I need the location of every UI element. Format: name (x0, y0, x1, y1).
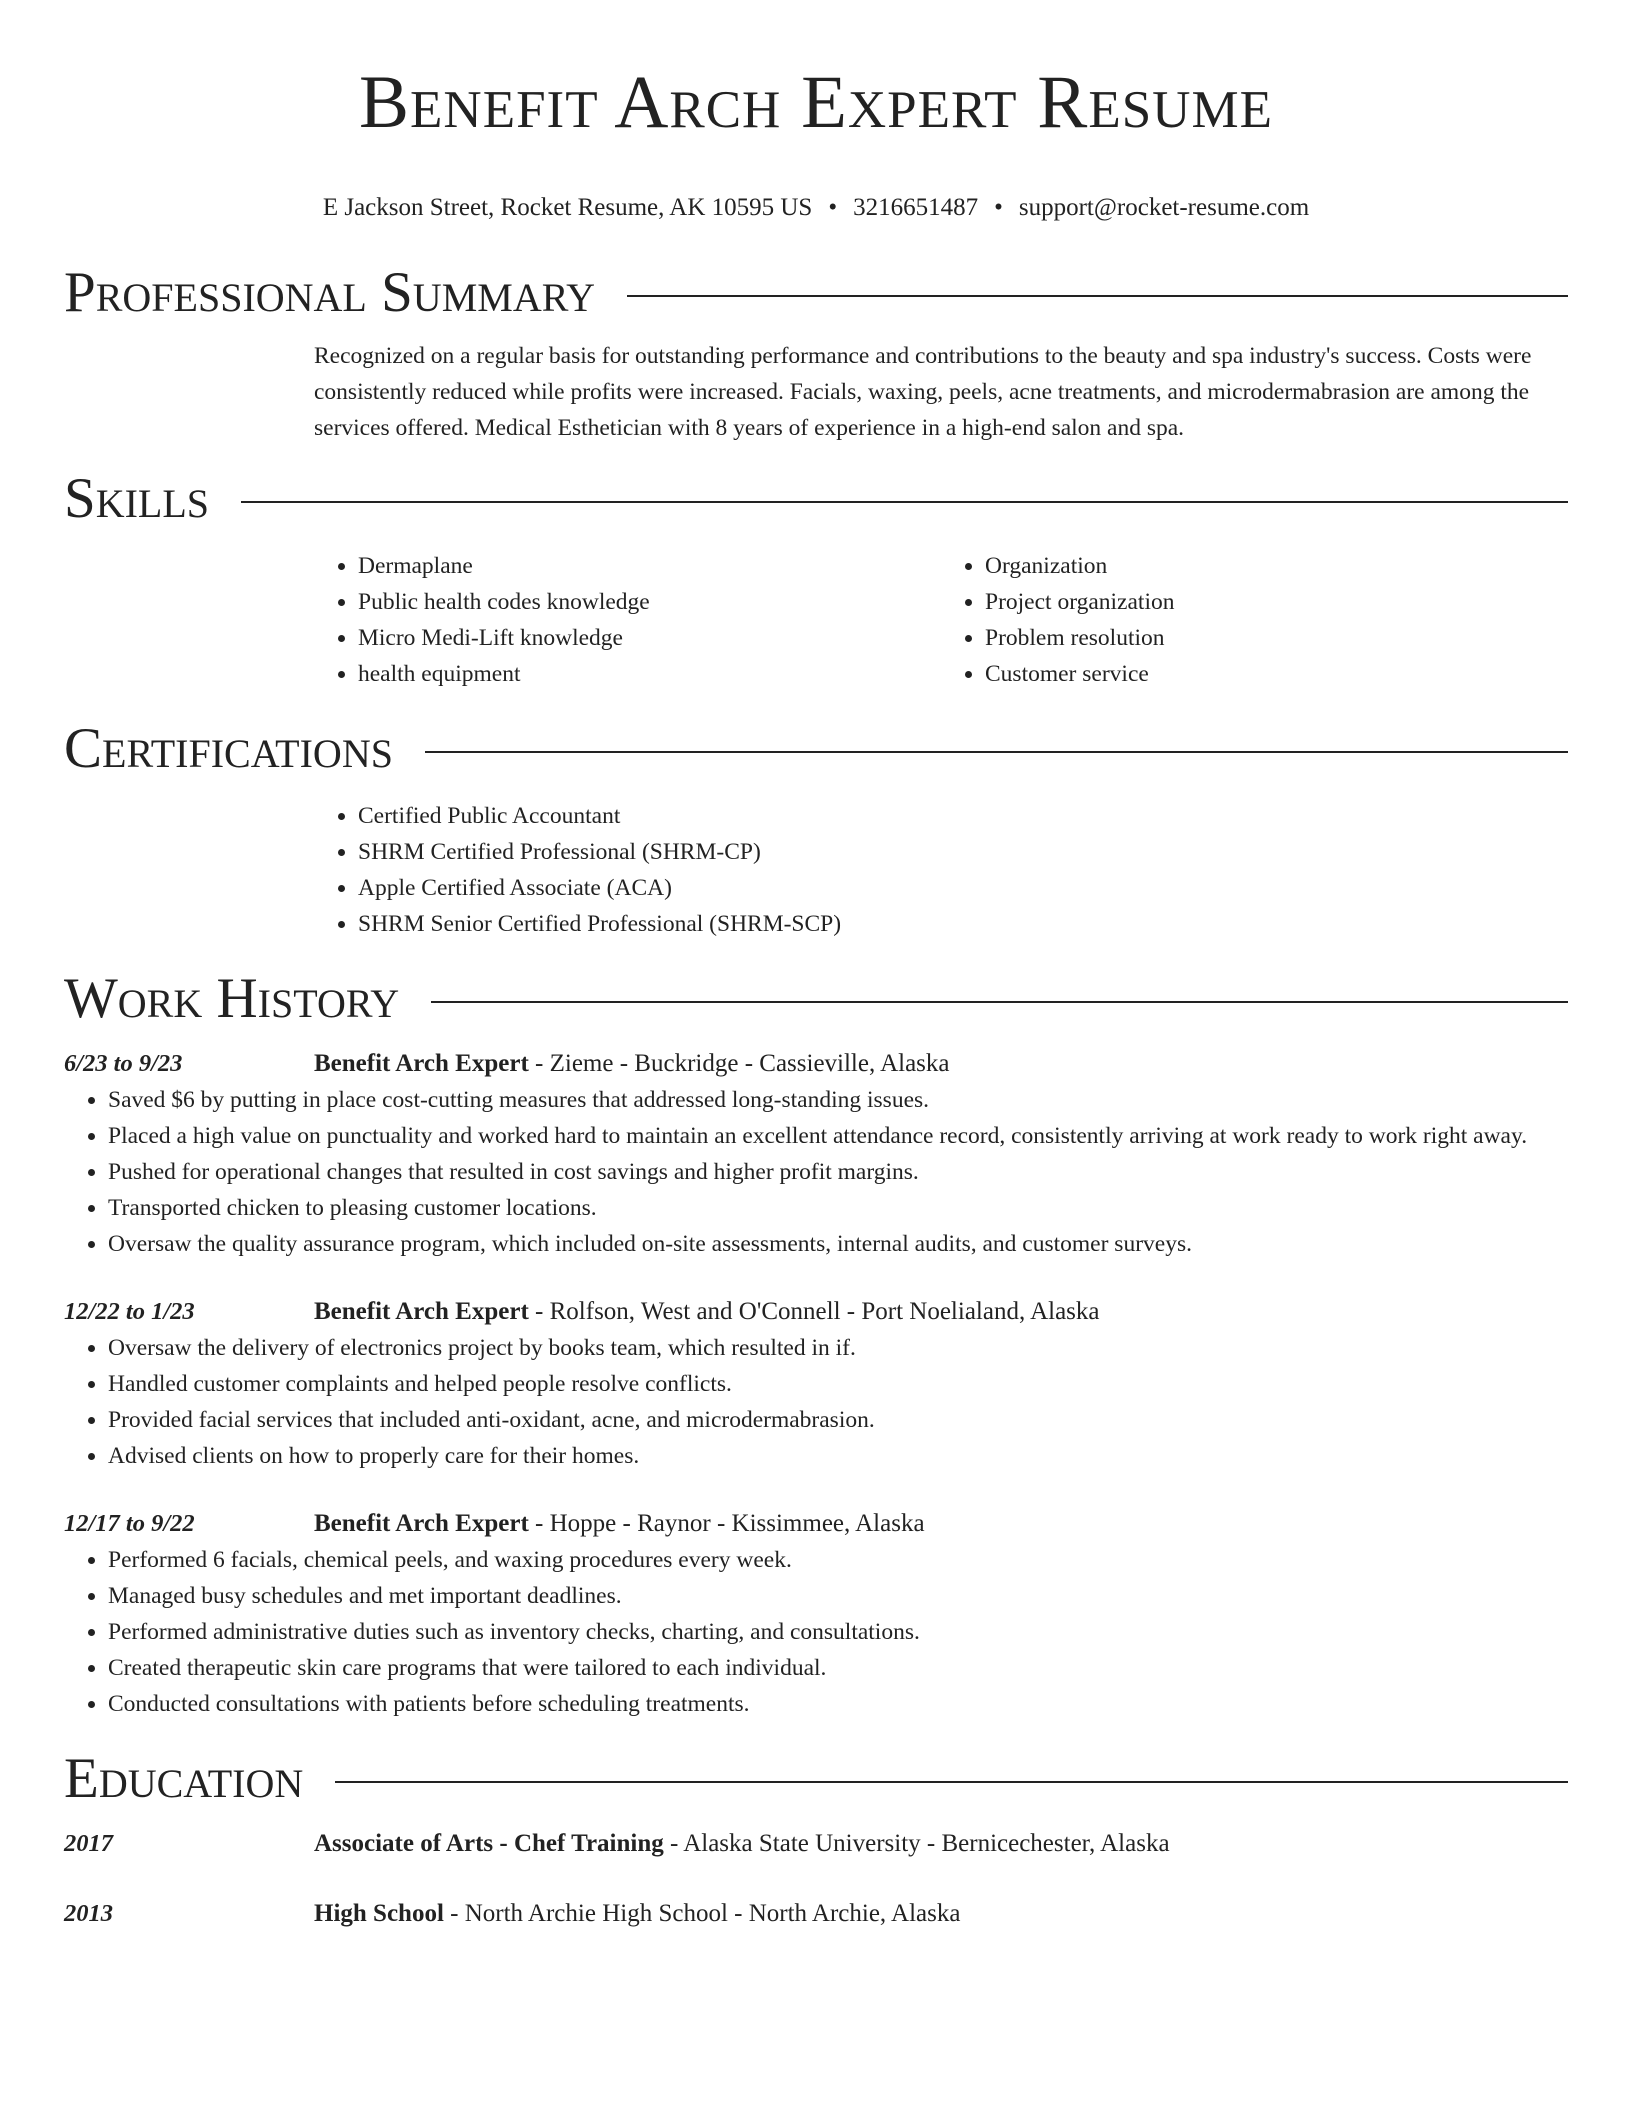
section-divider (241, 501, 1568, 503)
job-bullet: • Conducted consultations with patients before scheduling treatments. (108, 1686, 1568, 1722)
job-bullet: • Transported chicken to pleasing customer locations. (108, 1190, 1568, 1226)
skill-item: • Dermaplane (358, 548, 941, 584)
section-divider (431, 1001, 1568, 1003)
work-title: Work History (64, 967, 400, 1030)
skill-item: • health equipment (358, 656, 941, 692)
job-entry (64, 1506, 1568, 1722)
work-section-header (64, 964, 1568, 1034)
education-entry (64, 1826, 1568, 1862)
job-bullets (64, 1330, 1568, 1474)
certifications-list (314, 798, 1568, 942)
contact-separator: • (994, 194, 1003, 221)
education-heading (314, 1896, 960, 1932)
job-role: Benefit Arch Expert (314, 1510, 529, 1537)
summary-title: Professional Summary (64, 261, 596, 324)
certification-item: • SHRM Senior Certified Professional (SHRM-SCP) (358, 906, 1568, 942)
job-bullets (64, 1082, 1568, 1262)
job-bullet: • Placed a high value on punctuality and worked hard to maintain an excellent attendance record, consistently arriving at work ready to work right away. (108, 1118, 1568, 1154)
contact-phone: 3216651487 (853, 194, 979, 221)
job-bullet: • Handled customer complaints and helped people resolve conflicts. (108, 1366, 1568, 1402)
contact-line (64, 192, 1568, 224)
job-bullet: • Performed 6 facials, chemical peels, and waxing procedures every week. (108, 1542, 1568, 1578)
education-degree: High School (314, 1900, 444, 1927)
education-title: Education (64, 1747, 304, 1810)
skill-item: • Micro Medi-Lift knowledge (358, 620, 941, 656)
job-bullet: • Provided facial services that included anti-oxidant, acne, and microdermabrasion. (108, 1402, 1568, 1438)
education-year: 2013 (64, 1900, 113, 1927)
certification-item: • Apple Certified Associate (ACA) (358, 870, 1568, 906)
job-details: - Hoppe - Raynor - Kissimmee, Alaska (528, 1510, 925, 1537)
education-year: 2017 (64, 1830, 113, 1857)
section-divider (425, 751, 1568, 753)
section-divider (627, 295, 1568, 297)
skills-column-left (314, 548, 941, 692)
skill-item: • Problem resolution (985, 620, 1568, 656)
job-bullet: • Saved $6 by putting in place cost-cutting measures that addressed long-standing issues. (108, 1082, 1568, 1118)
job-bullet: • Oversaw the delivery of electronics project by books team, which resulted in if. (108, 1330, 1568, 1366)
skills-section-header (64, 464, 1568, 534)
job-dates: 12/17 to 9/22 (64, 1510, 195, 1537)
job-bullet: • Oversaw the quality assurance program, which included on-site assessments, internal audits, and customer surveys. (108, 1226, 1568, 1262)
skill-item: • Customer service (985, 656, 1568, 692)
skills-title: Skills (64, 467, 210, 530)
certifications-title: Certifications (64, 717, 393, 780)
education-heading (314, 1826, 1170, 1862)
summary-body (314, 338, 1568, 446)
certifications-section-header (64, 714, 1568, 784)
skills-column-right (941, 548, 1568, 692)
skill-item: • Project organization (985, 584, 1568, 620)
summary-section-header (64, 258, 1568, 328)
job-bullet: • Pushed for operational changes that resulted in cost savings and higher profit margins. (108, 1154, 1568, 1190)
education-details: - North Archie High School - North Archie, Alaska (443, 1900, 961, 1927)
skills-list (314, 548, 1568, 692)
job-heading (314, 1506, 925, 1542)
certification-item: • Certified Public Accountant (358, 798, 1568, 834)
contact-email: support@rocket-resume.com (1018, 194, 1310, 221)
education-section-header (64, 1744, 1568, 1814)
job-details: - Rolfson, West and O'Connell - Port Noelialand, Alaska (528, 1298, 1100, 1325)
job-dates: 6/23 to 9/23 (64, 1050, 183, 1077)
summary-text: Recognized on a regular basis for outstanding performance and contributions to the beauty and spa industry's success. Costs were consistently reduced while profits were increased. Facials, waxing, peels, acne treatments, and microdermabrasion are among the services offered. Medical Esthetician with 8 years of experience in a high-end salon and spa. (314, 343, 1532, 441)
certification-item: • SHRM Certified Professional (SHRM-CP) (358, 834, 1568, 870)
job-bullets (64, 1542, 1568, 1722)
job-role: Benefit Arch Expert (314, 1050, 529, 1077)
job-bullet: • Created therapeutic skin care programs that were tailored to each individual. (108, 1650, 1568, 1686)
education-details: - Alaska State University - Bernicechester, Alaska (663, 1830, 1170, 1857)
job-heading (314, 1294, 1100, 1330)
resume-name: Benefit Arch Expert Resume (359, 61, 1273, 144)
job-details: - Zieme - Buckridge - Cassieville, Alaska (528, 1050, 950, 1077)
skill-item: • Organization (985, 548, 1568, 584)
job-bullet: • Advised clients on how to properly care for their homes. (108, 1438, 1568, 1474)
skill-item: • Public health codes knowledge (358, 584, 941, 620)
job-heading (314, 1046, 950, 1082)
contact-address: E Jackson Street, Rocket Resume, AK 10595 US (322, 194, 813, 221)
section-divider (335, 1781, 1568, 1783)
job-role: Benefit Arch Expert (314, 1298, 529, 1325)
job-entry (64, 1046, 1568, 1262)
job-dates: 12/22 to 1/23 (64, 1298, 195, 1325)
education-degree: Associate of Arts - Chef Training (314, 1830, 664, 1857)
job-bullet: • Managed busy schedules and met important deadlines. (108, 1578, 1568, 1614)
education-entry (64, 1896, 1568, 1932)
job-bullet: • Performed administrative duties such as inventory checks, charting, and consultations. (108, 1614, 1568, 1650)
job-entry (64, 1294, 1568, 1474)
contact-separator: • (828, 194, 838, 221)
